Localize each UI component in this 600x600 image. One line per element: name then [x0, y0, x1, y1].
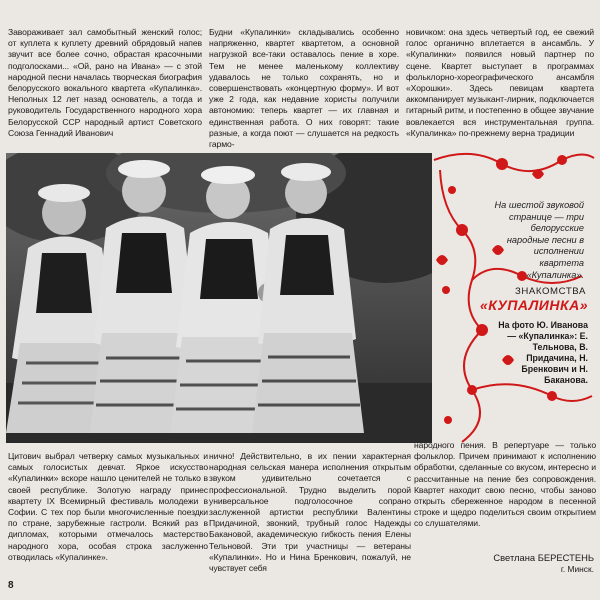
author-city: г. Минск. [560, 564, 594, 574]
article-paragraph: Завораживает зал самобытный женский голос; от куплета к куплету древний обрядовый напев звучит все более сочно, обрастая красочными подголосками... «Ой, рано на Ивана» — с этой народной песни началась творческая биография белорусского вокального квартета «Купалинка». Неполных 12 лет назад основатель, а тогда и руководитель Государственного народного хора Белорусской ССР народный артист Советского Союза Геннадий Иванович [8, 27, 202, 138]
article-title: «КУПАЛИНКА» [479, 297, 588, 313]
bottom-column-3 [414, 440, 596, 530]
quartet-photo [6, 153, 432, 443]
article-paragraph: нично! Действительно, в их пении характерная народная сельская манера исполнения открытым звуком удивительно сочетается с профессиональной. Трудно выделить порой универсальное подголосочное сопрано заслуженной артистки республики Валентины Придачиной, звонкий, трубный голос Надежды Бакановой, академическую гибкость пения Елены Тельновой. Эти три участницы — ветераны «Купалинки». Но и Нина Бренкович, пожалуй, не чувствует себя [209, 451, 411, 574]
photo-illustration [6, 153, 432, 443]
author-signature: Светлана БЕРЕСТЕНЬ [493, 552, 594, 563]
article-paragraph: Будни «Купалинки» складывались особенно напряженно, квартет квартетом, а основной нагрузкой все-таки оставалось пение в хоре. Тем не менее маленькому коллективу удавалось не только сохранять, но и совершенствовать «концертную форму». И вот уже 2 года, как недавние хористы получили автономию: теперь квартет — их главная и единственная работа. О них говорят: такие разные, а когда поют — слушается на редкость гармо- [209, 27, 399, 150]
article-paragraph: новичком: она здесь четвертый год, ее свежий голос органично вплетается в ансамбль. У «Купалинки» появился новый партнер по сцене. Квартет выступает в программах фольклорно-хореографического ансамбля «Хорошки». Здесь певицам квартета аккомпанирует музыкант-лирник, подключается гитарный ритм, и постепенно в общее звучание вовлекается вся инструментальная группа. «Купалинка» по-прежнему верна традиции [406, 27, 594, 138]
photo-caption: На фото Ю. Иванова — «Купалинка»: Е. Тельнова, В. Придачина, Н. Бренкович и Н. Баканова. [498, 320, 588, 385]
bottom-column-1 [8, 451, 208, 563]
top-column-1 [8, 27, 202, 139]
sound-page-note: На шестой звуковой странице — три белорусские народные песни в исполнении квартета «Купалинка». [494, 200, 584, 280]
bottom-column-2 [209, 451, 411, 574]
article-paragraph: Цитович выбрал четверку самых музыкальных и самых голосистых девчат. Яркое искусство «Купалинки» вскоре нашло ценителей не только в своей республике. Золотую награду принес квартету IX Всемирный фестиваль молодежи в Софии. С тех пор были многочисленные поездки по стране, зарубежные гастроли. Всякий раз в дипломах, которыми отмечалось мастерство народного хора, особая строка заслуженно отводилась «Купалинке». [8, 451, 208, 562]
top-column-3 [406, 27, 594, 147]
top-column-2 [209, 27, 399, 150]
article-paragraph: народного пения. В репертуаре — только фольклор. Причем принимают к исполнению обработки, сделанные со вкусом, интересно и рассчитанные на пение без сопровождения. Квартет находит свою песню, чтобы заново открыть сбереженное народом в песенной строке и щедро поделиться своим открытием со слушателями. [414, 440, 596, 529]
section-rubric: ЗНАКОМСТВА [514, 286, 586, 297]
page-number: 8 [8, 580, 14, 591]
